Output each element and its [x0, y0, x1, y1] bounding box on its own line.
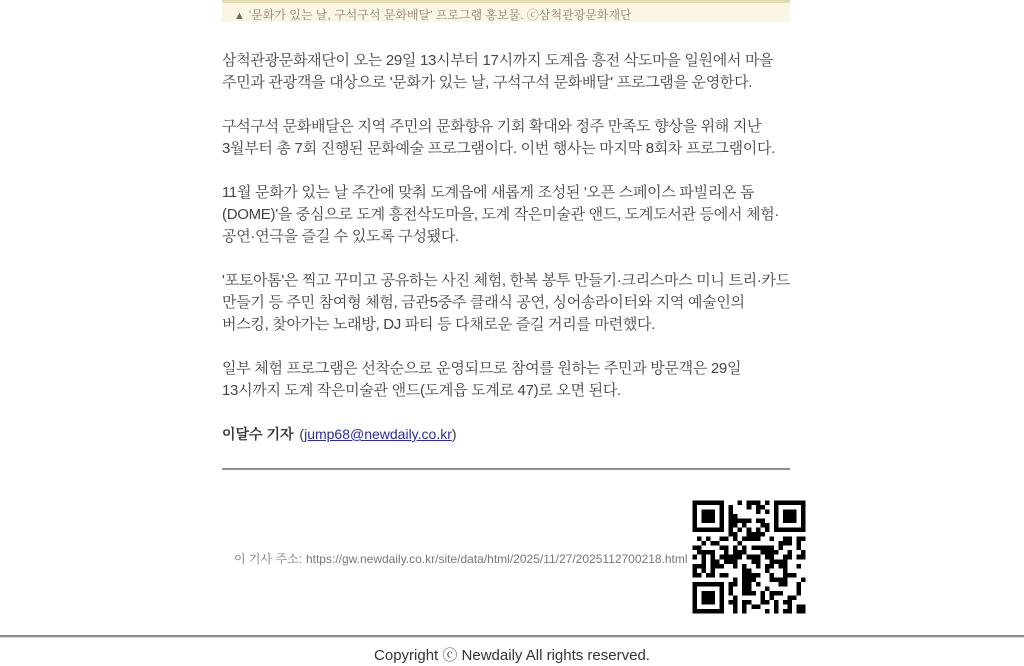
page-footer: [0, 635, 1024, 665]
article-paragraph: 삼척관광문화재단이 오는 29일 13시부터 17시까지 도계읍 흥전 삭도마을 일원에서 마을 주민과 관광객을 대상으로 '문화가 있는 날, 구석구석 문화배달' 프로그램을 운영한다.: [222, 52, 774, 91]
article-paragraph: 구석구석 문화배달은 지역 주민의 문화향유 기회 확대와 정주 만족도 향상을 위해 지난 3월부터 총 7회 진행된 문화예술 프로그램이다. 이번 행사는 마지막 8회차 프로그램이다.: [222, 118, 776, 157]
article-url-label: 이 기사 주소:: [234, 552, 302, 566]
article-body: [222, 50, 790, 402]
article-url-value: https://gw.newdaily.co.kr/site/data/html/2025/11/27/2025112700218.html: [305, 552, 688, 566]
copyright-text: Copyright ⓒ Newdaily All rights reserved.: [374, 647, 650, 664]
caption-triangle-icon: ▲: [234, 10, 245, 22]
article-content-column: [222, 0, 790, 620]
article-paragraph: 11월 문화가 있는 날 주간에 맞춰 도계읍에 새롭게 조성된 '오픈 스페이스 파빌리온 돔(DOME)'을 중심으로 도계 흥전삭도마을, 도계 작은미술관 앤드, 도계도서관 등에서 체험·공연·연극을 즐길 수 있도록 구성됐다.: [222, 184, 780, 245]
reporter-name: 이달수 기자: [222, 426, 294, 442]
article-url-line: [234, 550, 688, 567]
email-paren-close: ): [451, 426, 457, 442]
reporter-byline: [222, 424, 790, 444]
article-paragraph: 일부 체험 프로그램은 선착순으로 운영되므로 참여를 원하는 주민과 방문객은 29일 13시까지 도계 작은미술관 앤드(도계읍 도계로 47)로 오면 된다.: [222, 360, 742, 399]
email-paren-open: (: [299, 426, 305, 442]
url-qr-row: [222, 478, 790, 620]
reporter-email-link[interactable]: jump68@newdaily.co.kr: [304, 426, 452, 442]
qr-code-image: [688, 494, 810, 620]
article-bottom-divider: [222, 468, 790, 470]
image-caption: [222, 0, 790, 22]
article-paragraph: '포토아톰'은 찍고 꾸미고 공유하는 사진 체험, 한복 봉투 만들기·크리스마스 미니 트리·카드 만들기 등 주민 참여형 체험, 금관5중주 클래식 공연, 싱어송라이터와 지역 예술인의 버스킹, 찾아가는 노래방, DJ 파티 등 다채로운 즐길 거리를 마련했다.: [222, 272, 790, 333]
caption-text: '문화가 있는 날, 구석구석 문화배달' 프로그램 홍보물. ⓒ삼척관광문화재단: [248, 8, 632, 22]
